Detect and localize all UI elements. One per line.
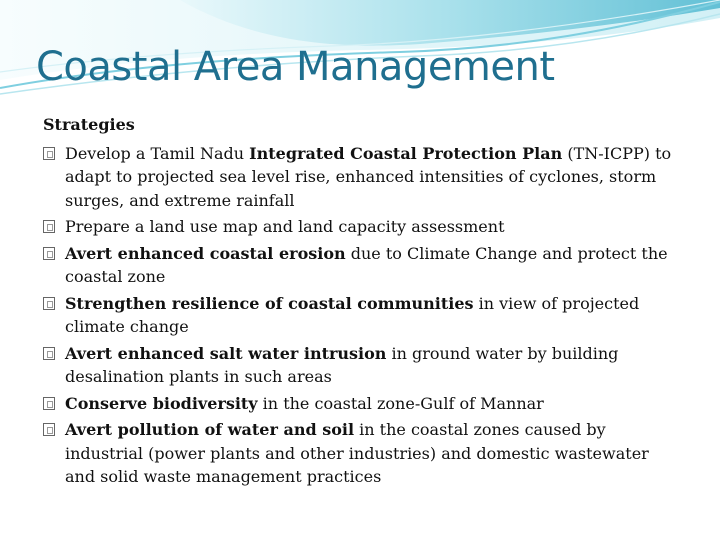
bullet-item [43, 142, 683, 213]
bullet-box-icon [43, 397, 55, 410]
bullet-text: in the coastal zone-Gulf of Mannar [257, 393, 544, 413]
bullet-text: (TN-ICPP) to adapt to projected sea level rise, enhanced intensities of cyclones, storm surges, and extreme rainfall [65, 143, 672, 210]
bullet-text-bold: Integrated Coastal Protection Plan [249, 143, 563, 163]
bullet-text-bold: Avert enhanced coastal erosion [65, 243, 346, 263]
bullet-item [43, 342, 683, 389]
bullet-box-icon [43, 220, 55, 233]
slide-title: Coastal Area Management [36, 44, 555, 90]
bullet-text-bold: pollution of water and soil [117, 420, 355, 439]
bullet-text-bold: Conserve biodiversity [65, 393, 258, 413]
bullet-item [43, 242, 683, 289]
bullet-box-icon [43, 247, 55, 260]
bullet-text: in view of projected climate change [65, 293, 640, 336]
bullet-item [43, 292, 683, 339]
bullet-text-bold: Avert enhanced salt water intrusion [65, 343, 387, 363]
bullet-text: Prepare a land use map and land capacity assessment [65, 217, 505, 236]
bullet-item [43, 215, 683, 239]
slide-content [43, 113, 683, 492]
bullet-list [43, 142, 683, 489]
bullet-text: due to Climate Change and protect the coastal zone [65, 243, 668, 286]
bullet-text-bold: Strengthen resilience of coastal communities [65, 293, 474, 313]
bullet-text: in the coastal zones caused by industrial (power plants and other industries) and domestic wastewater and solid waste management practices [65, 420, 649, 486]
bullet-item [43, 392, 683, 416]
bullet-box-icon [43, 347, 55, 360]
bullet-text: in ground water by building desalination plants in such areas [65, 343, 619, 386]
bullet-text-bold: Avert [65, 420, 118, 439]
bullet-box-icon [43, 147, 55, 160]
bullet-box-icon [43, 423, 55, 436]
bullet-box-icon [43, 297, 55, 310]
bullet-item [43, 418, 683, 489]
bullet-text: Develop a Tamil Nadu [65, 143, 250, 163]
section-heading: Strategies [43, 115, 135, 134]
